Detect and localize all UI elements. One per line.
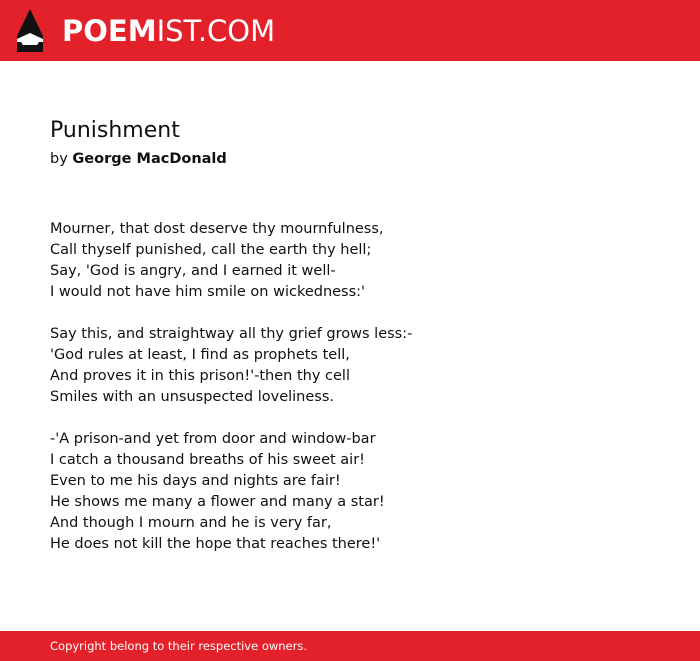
poem-line: I catch a thousand breaths of his sweet air! xyxy=(50,452,365,468)
poem-line: I would not have him smile on wickedness:' xyxy=(50,284,366,300)
poem-line: -'A prison-and yet from door and window-bar xyxy=(50,431,376,447)
brand-light: IST.COM xyxy=(156,14,276,48)
site-header xyxy=(0,0,700,61)
poem-line: He shows me many a flower and many a star! xyxy=(50,494,385,510)
poem-line: And proves it in this prison!'-then thy cell xyxy=(50,368,350,384)
site-footer xyxy=(0,631,700,661)
poem-line: And though I mourn and he is very far, xyxy=(50,515,332,531)
stanza-2 xyxy=(50,324,650,408)
poem-body xyxy=(50,219,650,576)
poem-line: Even to me his days and nights are fair! xyxy=(50,473,341,489)
poem-title: Punishment xyxy=(50,118,180,143)
poem-line: Call thyself punished, call the earth thy hell; xyxy=(50,242,372,258)
poem-author: George MacDonald xyxy=(72,151,227,167)
site-logo[interactable] xyxy=(62,13,275,49)
poem-byline xyxy=(50,149,227,169)
by-label: by xyxy=(50,151,68,167)
poem-line: Smiles with an unsuspected loveliness. xyxy=(50,389,335,405)
poem-line: He does not kill the hope that reaches there!' xyxy=(50,536,381,552)
poem-line: Say, 'God is angry, and I earned it well- xyxy=(50,263,336,279)
stanza-1 xyxy=(50,219,650,303)
poem-line: Say this, and straightway all thy grief grows less:- xyxy=(50,326,413,342)
pencil-tip-icon[interactable] xyxy=(17,9,43,52)
poem-line: 'God rules at least, I find as prophets tell, xyxy=(50,347,350,363)
copyright-text: Copyright belong to their respective owners. xyxy=(50,639,308,653)
stanza-3 xyxy=(50,429,650,555)
brand-bold: POEM xyxy=(62,14,157,48)
poem-line: Mourner, that dost deserve thy mournfulness, xyxy=(50,221,384,237)
